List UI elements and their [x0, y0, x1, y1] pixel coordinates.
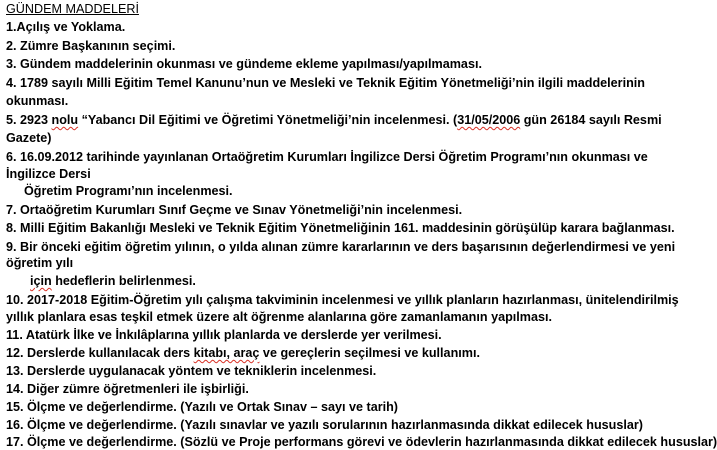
agenda-item-6-line-3: Öğretim Programı’nın incelenmesi. — [24, 184, 233, 198]
spellcheck-word-icin: için — [30, 274, 52, 288]
agenda-item-5-line-2: Gazete) — [6, 131, 52, 145]
agenda-item-3: 3. Gündem maddelerinin okunması ve gündeme ekleme yapılması/yapılmaması. — [6, 57, 482, 71]
agenda-item-5-text: “Yabancı Dil Eğitimi ve Öğretimi Yönetmeliği’nin incelenmesi. ( — [78, 113, 458, 127]
agenda-item-2: 2. Zümre Başkanının seçimi. — [6, 39, 176, 53]
agenda-item-6-line-2: İngilizce Dersi — [6, 167, 91, 181]
agenda-item-13: 13. Derslerde uygulanacak yöntem ve tekniklerin incelenmesi. — [6, 364, 377, 378]
agenda-title: GÜNDEM MADDELERİ — [6, 2, 139, 16]
agenda-item-8: 8. Milli Eğitim Bakanlığı Mesleki ve Teknik Eğitim Yönetmeliğinin 161. maddesinin görüşülüp karara bağlanması. — [6, 221, 675, 235]
agenda-item-9-line-2: öğretim yılı — [6, 256, 74, 270]
agenda-item-1: 1.Açılış ve Yoklama. — [6, 20, 126, 34]
agenda-item-16: 16. Ölçme ve değerlendirme. (Yazılı sınavlar ve yazılı sorularının hazırlanmasında dikkat edilecek hususlar) — [6, 418, 643, 432]
agenda-item-12 — [6, 345, 480, 361]
agenda-item-6-line-1: 6. 16.09.2012 tarihinde yayınlanan Ortaöğretim Kurumları İngilizce Dersi Öğretim Programı’nın okunması ve — [6, 150, 648, 164]
agenda-item-10-line-2: yıllık planlara esas teşkil etmek üzere alt öğrenme alanlarına göre zamanlamanın yapılması. — [6, 310, 552, 324]
agenda-item-9-text: hedeflerin belirlenmesi. — [51, 274, 196, 288]
spellcheck-word-kitabi: kitabı, araç — [193, 346, 260, 360]
agenda-item-11: 11. Atatürk İlke ve İnkılâplarına yıllık planlarda ve derslerde yer verilmesi. — [6, 328, 442, 342]
agenda-item-7: 7. Ortaöğretim Kurumları Sınıf Geçme ve Sınav Yönetmeliği’nin incelenmesi. — [6, 203, 463, 217]
agenda-item-9-line-1: 9. Bir önceki eğitim öğretim yılının, o yılda alınan zümre kararlarının ve ders başarısının değerlendirmesi ve yeni — [6, 240, 676, 254]
agenda-item-15: 15. Ölçme ve değerlendirme. (Yazılı ve Ortak Sınav – sayı ve tarih) — [6, 400, 398, 414]
agenda-item-5-text-end: gün 26184 sayılı Resmi — [520, 113, 662, 127]
spellcheck-date: 31/05/2006 — [457, 113, 521, 127]
spellcheck-word-nolu: nolu — [51, 113, 79, 127]
agenda-item-5-number: 5. 2923 — [6, 113, 52, 127]
agenda-item-14: 14. Diğer zümre öğretmenleri ile işbirliği. — [6, 382, 249, 396]
agenda-item-9-line-3 — [30, 273, 196, 289]
agenda-item-12-text: 12. Derslerde kullanılacak ders — [6, 346, 194, 360]
agenda-item-10-line-1: 10. 2017-2018 Eğitim-Öğretim yılı çalışma takviminin incelenmesi ve yıllık planların hazırlanması, ünitelendirilmiş — [6, 293, 679, 307]
agenda-item-4-line-1: 4. 1789 sayılı Milli Eğitim Temel Kanunu’nun ve Mesleki ve Teknik Eğitim Yönetmeliği’nin ilgili maddelerinin — [6, 76, 645, 90]
agenda-item-17: 17. Ölçme ve değerlendirme. (Sözlü ve Proje performans görevi ve ödevlerin hazırlanmasında dikkat edilecek hususlar) — [6, 435, 717, 449]
agenda-item-12-text-end: ve gereçlerin seçilmesi ve kullanımı. — [259, 346, 480, 360]
agenda-item-5-line-1 — [6, 112, 662, 128]
agenda-item-4-line-2: okunması. — [6, 94, 69, 108]
